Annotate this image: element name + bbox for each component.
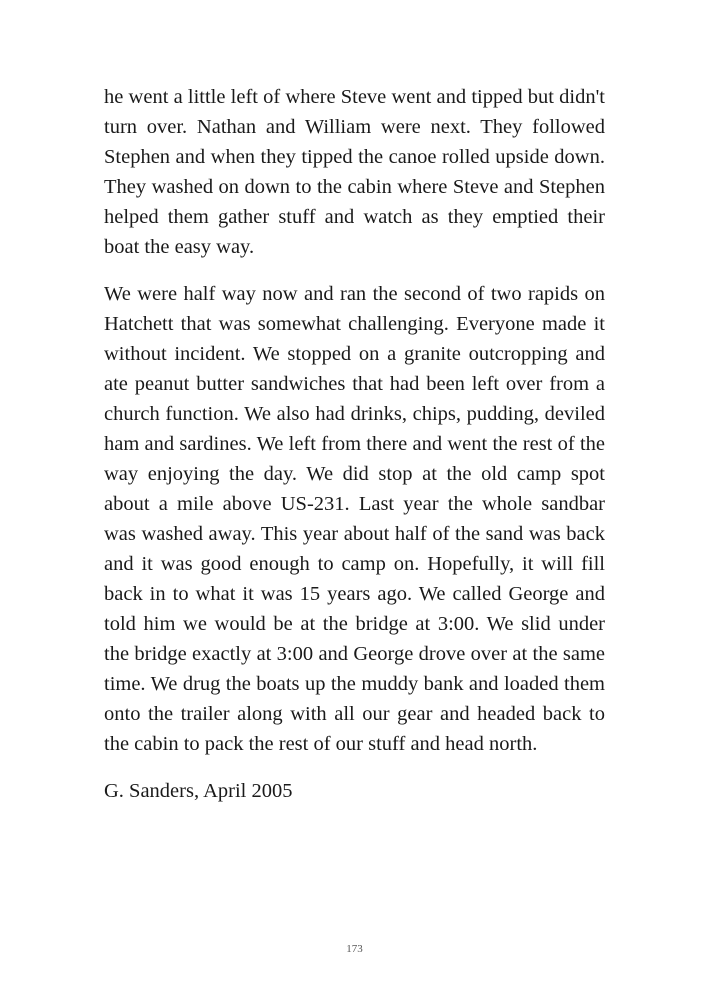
body-text xyxy=(104,82,605,823)
page-number: 173 xyxy=(346,943,363,955)
signature: G. Sanders, April 2005 xyxy=(104,780,293,802)
paragraph-1: he went a little left of where Steve went and tipped but didn't turn over. Nathan and William were next. They followed Stephen and when they tipped the canoe rolled upside down. They washed on down to the cabin where Steve and Stephen helped them gather stuff and watch as they emptied their boat the easy way. xyxy=(104,86,605,258)
paragraph-2: We were half way now and ran the second of two rapids on Hatchett that was somewhat challenging. Everyone made it without incident. We stopped on a granite outcropping and ate peanut butter sandwiches that had been left over from a church function. We also had drinks, chips, pudding, deviled ham and sardines. We left from there and went the rest of the way enjoying the day. We did stop at the old camp spot about a mile above US-231. Last year the whole sandbar was washed away. This year about half of the sand was back and it was good enough to camp on. Hopefully, it will fill back in to what it was 15 years ago. We called George and told him we would be at the bridge at 3:00. We slid under the bridge exactly at 3:00 and George drove over at the same time. We drug the boats up the muddy bank and loaded them onto the trailer along with all our gear and headed back to the cabin to pack the rest of our stuff and head north. xyxy=(104,283,605,755)
